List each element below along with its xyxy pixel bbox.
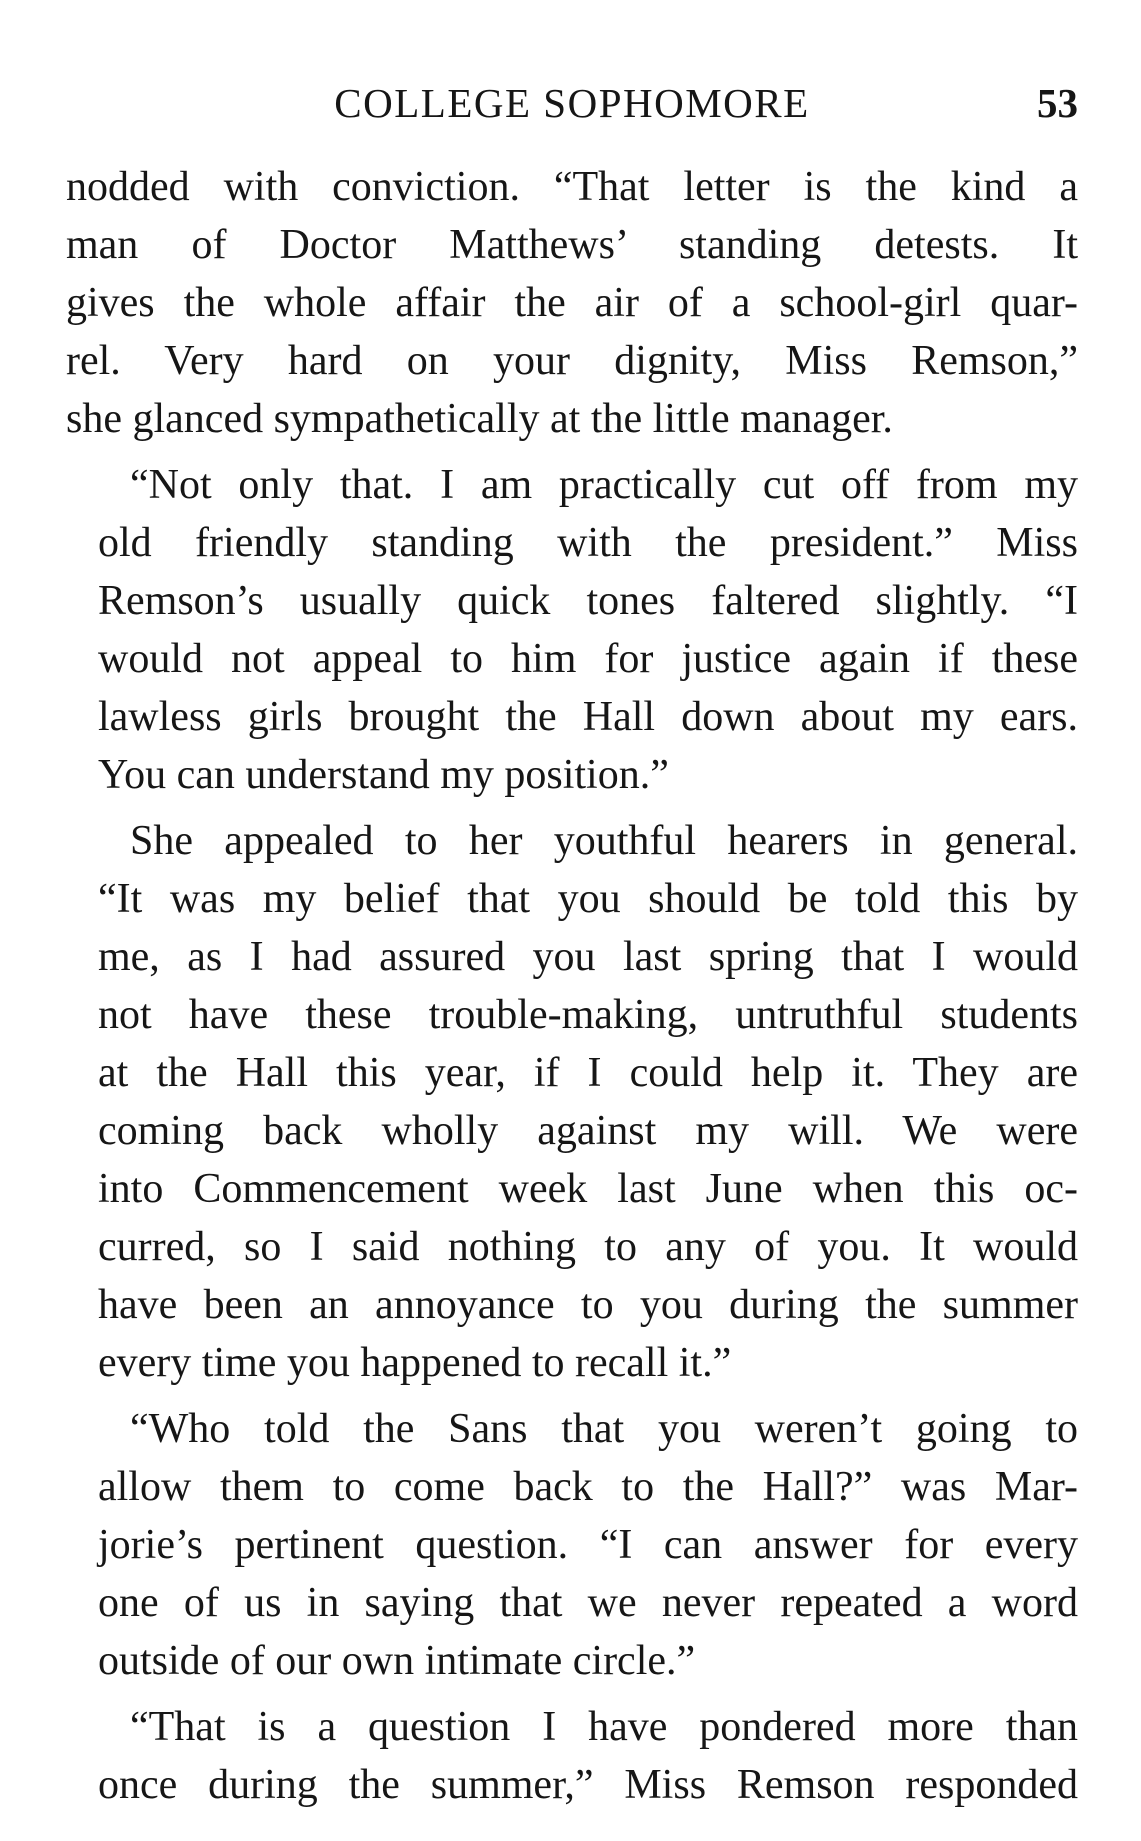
paragraph-3: [66, 812, 1078, 1392]
text-line: not have these trouble-making, untruthful students: [98, 992, 1078, 1038]
text-line: “Not only that. I am practically cut off from my: [130, 462, 1078, 508]
text-line: jorie’s pertinent question. “I can answer for every: [98, 1522, 1078, 1568]
text-line: nodded with conviction. “That letter is the kind a: [66, 164, 1078, 210]
text-line: man of Doctor Matthews’ standing detests. It: [66, 222, 1078, 268]
text-line: “That is a question I have pondered more than: [130, 1704, 1078, 1750]
text-line: at the Hall this year, if I could help it. They are: [98, 1050, 1078, 1096]
text-line: “Who told the Sans that you weren’t going to: [130, 1406, 1078, 1452]
body-text: [66, 158, 1078, 1814]
text-line: one of us in saying that we never repeated a word: [98, 1580, 1078, 1626]
text-line: every time you happened to recall it.”: [98, 1340, 732, 1386]
text-line: lawless girls brought the Hall down about my ears.: [98, 694, 1078, 740]
text-line: Remson’s usually quick tones faltered slightly. “I: [98, 578, 1078, 624]
text-line: allow them to come back to the Hall?” was Mar-: [98, 1464, 1078, 1510]
running-title: COLLEGE SOPHOMORE: [334, 80, 810, 126]
text-line: She appealed to her youthful hearers in general.: [130, 818, 1078, 864]
text-line: “It was my belief that you should be told this by: [98, 876, 1078, 922]
paragraph-4: [66, 1400, 1078, 1690]
text-line: gives the whole affair the air of a school-girl quar-: [66, 280, 1078, 326]
text-line: curred, so I said nothing to any of you. It would: [98, 1224, 1078, 1270]
text-line: she glanced sympathetically at the little manager.: [66, 396, 893, 442]
page-number: 53: [1037, 80, 1078, 126]
text-line: outside of our own intimate circle.”: [98, 1638, 696, 1684]
paragraph-2: [66, 456, 1078, 804]
text-line: me, as I had assured you last spring that I would: [98, 934, 1078, 980]
text-line: coming back wholly against my will. We were: [98, 1108, 1078, 1154]
text-line: You can understand my position.”: [98, 752, 669, 798]
running-head: [66, 78, 1078, 128]
text-line: into Commencement week last June when this oc-: [98, 1166, 1078, 1212]
paragraph-1: [66, 158, 1078, 448]
paragraph-5: [66, 1698, 1078, 1814]
text-line: once during the summer,” Miss Remson responded: [98, 1762, 1078, 1808]
text-line: old friendly standing with the president.” Miss: [98, 520, 1078, 566]
text-line: have been an annoyance to you during the summer: [98, 1282, 1078, 1328]
text-line: rel. Very hard on your dignity, Miss Remson,”: [66, 338, 1078, 384]
text-line: would not appeal to him for justice again if these: [98, 636, 1078, 682]
